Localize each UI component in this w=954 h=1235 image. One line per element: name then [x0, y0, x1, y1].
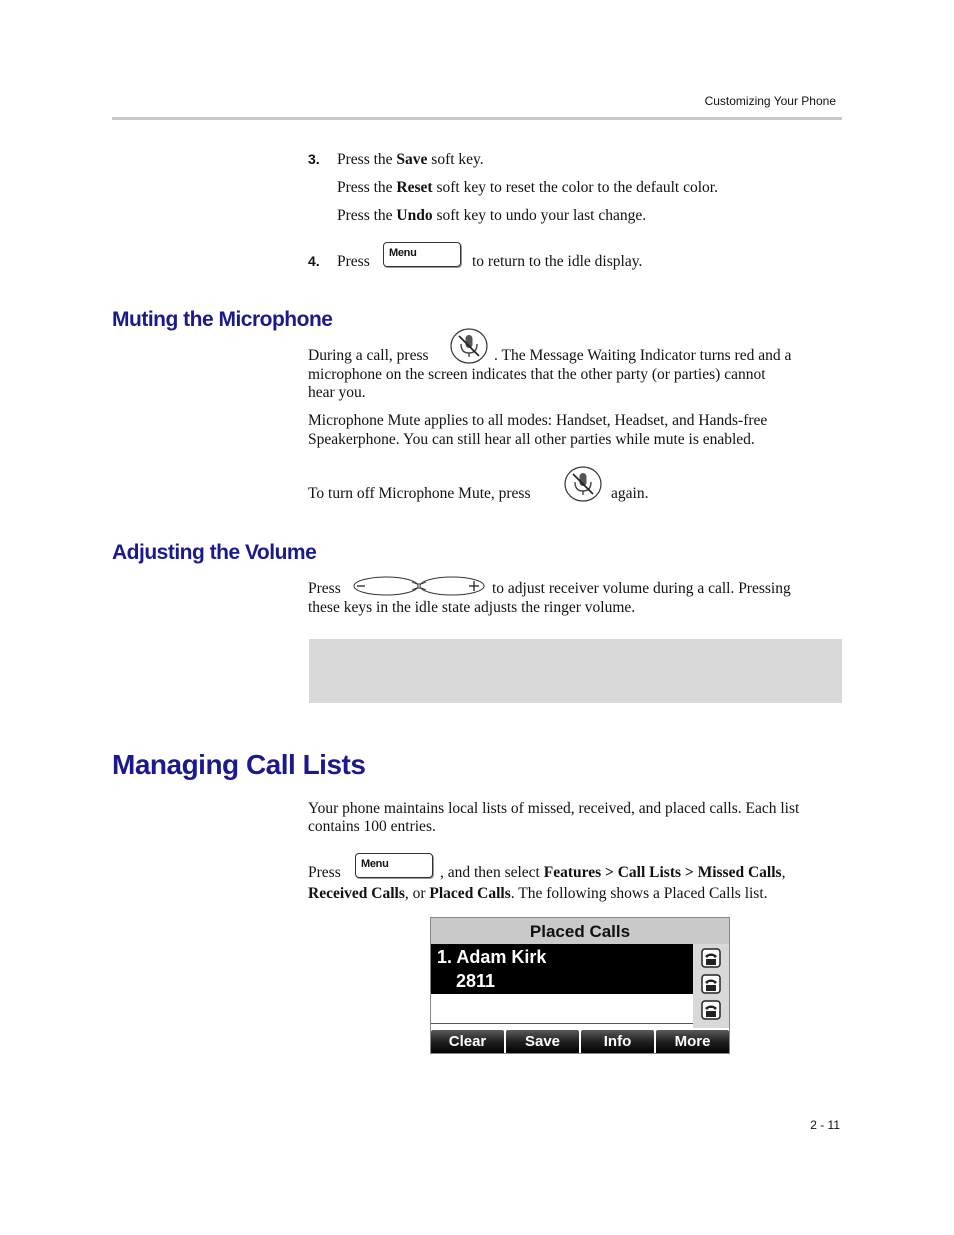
- call-lists-p1-line2: contains 100 entries.: [308, 818, 436, 835]
- header-rule: [112, 117, 842, 120]
- muting-p1-pre: During a call, press: [308, 347, 429, 364]
- bold-term: Save: [396, 151, 428, 168]
- chapter-heading-call-lists: Managing Call Lists: [112, 749, 366, 780]
- bold-term: Undo: [396, 207, 433, 224]
- menu-item: Received Calls: [308, 885, 405, 902]
- note-box: [309, 639, 842, 703]
- text: soft key to reset the color to the default color.: [432, 179, 718, 196]
- volume-line2: these keys in the idle state adjusts the ringer volume.: [308, 599, 636, 616]
- phone-line-icon: [701, 948, 721, 968]
- call-list-entry: [431, 944, 693, 994]
- muting-p1-post: . The Message Waiting Indicator turns red and a: [494, 347, 792, 364]
- text: ,: [781, 864, 786, 881]
- menu-key-icon: [355, 853, 433, 878]
- step-3-line-2: [337, 178, 718, 197]
- entry-extension: 2811: [456, 971, 496, 991]
- menu-item: Placed Calls: [429, 885, 511, 902]
- volume-keys-icon: [352, 575, 486, 597]
- step-3-number: 3.: [308, 151, 320, 167]
- screen-title: Placed Calls: [431, 918, 729, 944]
- phone-screen-placed-calls: [430, 917, 730, 1054]
- menu-key-label: Menu: [361, 858, 389, 870]
- muting-p2-line1: Microphone Mute applies to all modes: Handset, Headset, and Hands-free: [308, 412, 768, 429]
- muting-p3-pre: To turn off Microphone Mute, press: [308, 485, 531, 502]
- mute-key-icon: [564, 466, 602, 502]
- phone-line-icon: [701, 1000, 721, 1020]
- entry-name-line: [437, 947, 546, 968]
- running-header: Customizing Your Phone: [704, 94, 836, 108]
- section-heading-volume: Adjusting the Volume: [112, 541, 317, 564]
- text: . The following shows a Placed Calls list.: [510, 885, 768, 902]
- menu-key-label: Menu: [389, 247, 417, 259]
- step-4-press: Press: [337, 253, 370, 270]
- entry-name: Adam Kirk: [456, 947, 547, 967]
- muting-p1-line2: microphone on the screen indicates that the other party (or parties) cannot: [308, 366, 766, 383]
- phone-line-icon: [701, 974, 721, 994]
- step-4-post: to return to the idle display.: [472, 253, 643, 270]
- step-3-line-3: [337, 206, 646, 225]
- list-bottom-rule: [431, 1023, 693, 1024]
- step-3-line-1: [337, 150, 484, 169]
- call-lists-p2-press: Press: [308, 864, 341, 881]
- bold-term: Reset: [396, 179, 433, 196]
- text: soft key.: [427, 151, 484, 168]
- text: , or: [404, 885, 430, 902]
- call-lists-p2-line1: [440, 863, 785, 882]
- text: , and then select: [440, 864, 544, 881]
- muting-p3-post: again.: [611, 485, 649, 502]
- menu-path: Features > Call Lists > Missed Calls: [543, 864, 782, 881]
- text: Press the: [337, 207, 397, 224]
- text: Press the: [337, 179, 397, 196]
- volume-line1-post: to adjust receiver volume during a call. Pressing: [492, 580, 791, 597]
- softkey-more: More: [656, 1030, 729, 1054]
- volume-line1-pre: Press: [308, 580, 341, 597]
- mute-key-icon: [450, 328, 488, 364]
- text: soft key to undo your last change.: [432, 207, 647, 224]
- muting-p2-line2: Speakerphone. You can still hear all other parties while mute is enabled.: [308, 431, 755, 448]
- menu-key-icon: [383, 242, 461, 267]
- softkey-clear: Clear: [431, 1030, 504, 1054]
- muting-p1-line3: hear you.: [308, 384, 366, 401]
- call-lists-p1-line1: Your phone maintains local lists of missed, received, and placed calls. Each list: [308, 800, 800, 817]
- text: Press the: [337, 151, 397, 168]
- softkey-info: Info: [581, 1030, 654, 1054]
- page-number: 2 - 11: [810, 1118, 840, 1132]
- line-icons-column: [693, 944, 729, 1028]
- call-lists-p2-line2: [308, 884, 768, 903]
- section-heading-muting: Muting the Microphone: [112, 308, 333, 331]
- step-4-number: 4.: [308, 253, 320, 269]
- softkey-save: Save: [506, 1030, 579, 1054]
- entry-number: 1.: [437, 947, 453, 967]
